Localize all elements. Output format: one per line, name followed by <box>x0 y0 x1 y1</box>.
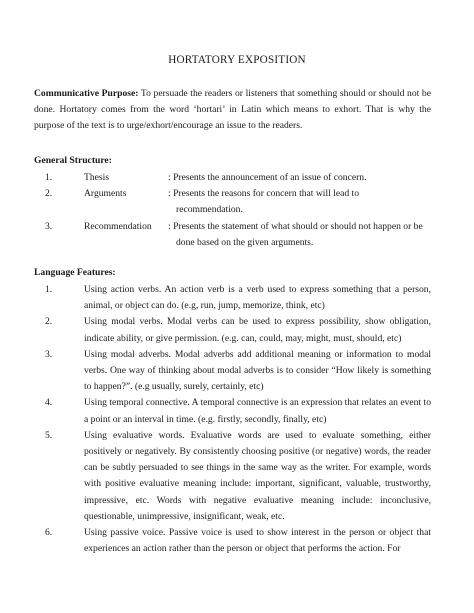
structure-item-number: 3. <box>45 220 53 232</box>
feature-item-number: 4. <box>45 397 53 409</box>
general-structure-list <box>34 170 431 251</box>
feature-item-evaluative-words <box>34 428 431 525</box>
structure-item-thesis <box>34 170 431 186</box>
general-structure-heading: General Structure: <box>34 155 112 166</box>
purpose-text: To persuade the readers or listeners that something should or should not be done. Hortatory comes from the word ‘hortari’ in Latin which means to exhort. That is why the purpose of the text is to urge/exhort/encourage an issue to the readers. <box>34 88 431 132</box>
communicative-purpose-paragraph <box>34 86 431 135</box>
feature-item-number: 5. <box>45 429 53 441</box>
structure-item-number: 1. <box>45 172 53 183</box>
structure-item-number: 2. <box>45 188 53 200</box>
feature-item-modal-verbs <box>34 314 431 346</box>
purpose-label: Communicative Purpose: <box>34 88 139 99</box>
feature-item-text: Using modal verbs. Modal verbs can be used to express possibility, show obligation, indicate ability, or give permission. (e.g. can, could, may, might, must, should, etc) <box>84 316 431 344</box>
feature-item-text: Using action verbs. An action verb is a verb used to express something that a person, animal, or object can do. (e.g, run, jump, memorize, think, etc) <box>84 284 431 312</box>
feature-item-number: 1. <box>45 284 53 295</box>
structure-item-description: : Presents the statement of what should or should not happen or be done based on the given arguments. <box>168 220 423 248</box>
structure-item-description: : Presents the reasons for concern that will lead to recommendation. <box>168 188 360 216</box>
feature-item-text: Using evaluative words. Evaluative words are used to evaluate something, either positively or negatively. By consistently choosing positive (or negative) words, the reader can be subtly persuaded to see things in the same way as the writer. For example, words with positive evaluative meaning include: important, significant, valuable, trustworthy, impressive, etc. Words with negative evaluative meaning include: inconclusive, questionable, unimpressive, insignificant, weak, etc. <box>84 429 431 522</box>
structure-item-term: Thesis <box>84 172 110 183</box>
feature-item-text: Using modal adverbs. Modal adverbs add additional meaning or information to modal verbs. One way of thinking about modal adverbs is to consider “How likely is something to happen?”. (e.g usually, surely, certainly, etc) <box>84 348 431 393</box>
structure-item-recommendation <box>34 219 431 251</box>
feature-item-modal-adverbs <box>34 347 431 396</box>
feature-item-text: Using temporal connective. A temporal connective is an expression that relates an event to a point or an interval in time. (e.g. firstly, secondly, finally, etc) <box>84 397 431 425</box>
document-title: HORTATORY EXPOSITION <box>168 54 306 66</box>
structure-item-term: Arguments <box>84 188 127 200</box>
feature-item-number: 6. <box>45 527 53 539</box>
feature-item-number: 2. <box>45 316 53 328</box>
feature-item-text: Using passive voice. Passive voice is used to show interest in the person or object that experiences an action rather than the person or object that performs the action. For <box>84 527 431 555</box>
feature-item-action-verbs <box>34 282 431 314</box>
structure-item-term: Recommendation <box>84 220 152 232</box>
feature-item-number: 3. <box>45 348 53 360</box>
structure-item-arguments <box>34 186 431 218</box>
feature-item-passive-voice <box>34 525 431 557</box>
language-features-list <box>34 282 431 557</box>
language-features-heading: Language Features: <box>34 267 116 278</box>
feature-item-temporal-connective <box>34 395 431 427</box>
structure-item-description: : Presents the announcement of an issue of concern. <box>168 172 367 183</box>
